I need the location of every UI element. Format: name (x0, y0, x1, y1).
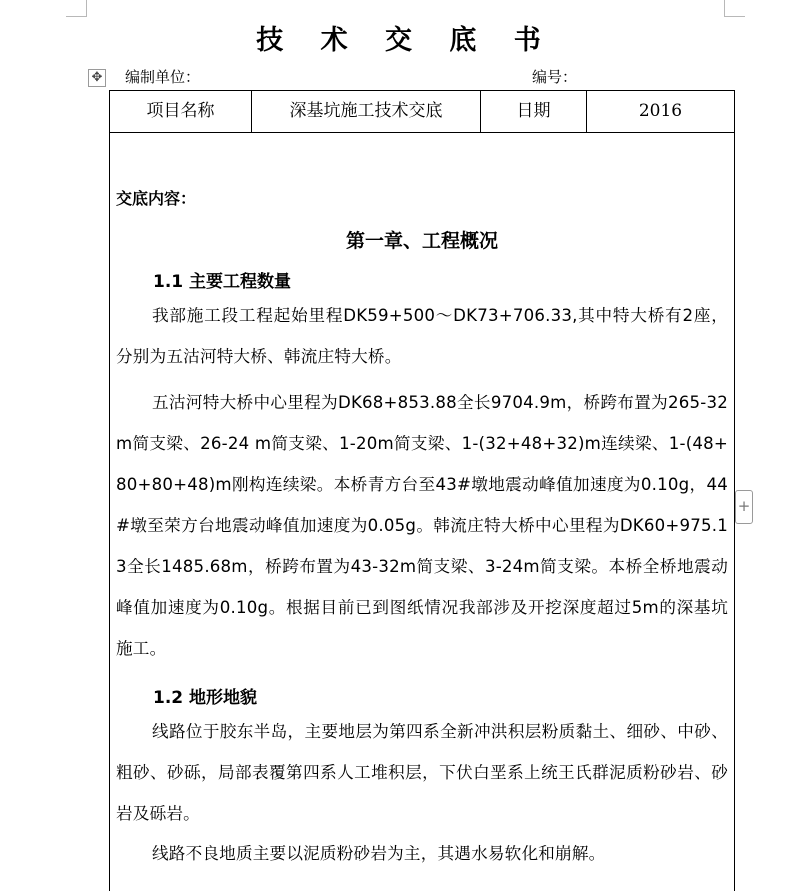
content-label: 交底内容： (116, 189, 197, 208)
project-name-label: 项目名称 (110, 91, 252, 132)
document-title: 技 术 交 底 书 (256, 25, 555, 56)
table-header-row (110, 91, 734, 133)
date-label: 日期 (481, 91, 587, 132)
paragraph-geology: 线路不良地质主要以泥质粉砂岩为主，其遇水易软化和崩解。 (152, 844, 606, 863)
document-number-label: 编号： (532, 68, 578, 86)
date-value: 2016 (638, 101, 683, 121)
project-name-value: 深基坑施工技术交底 (252, 91, 481, 132)
page-corner-marker-left (66, 0, 87, 17)
paragraph-terrain: 线路位于胶东半岛，主要地层为第四系全新冲洪积层粉质黏土、细砂、中砂、粗砂、砂砾，局部表覆第四系人工堆积层，下伏白垩系上统王氏群泥质粉砂岩、砂岩及砾岩。 (116, 722, 728, 823)
add-row-plus-icon[interactable]: + (735, 490, 753, 524)
table-move-handle-icon[interactable]: ✥ (88, 69, 106, 87)
paragraph-bridge-details: 五沽河特大桥中心里程为DK68+853.88全长9704.9m，桥跨布置为265-32m简支梁、26-24 m简支梁、1-20m简支梁、1-(32+48+32)m连续梁、1-(48+80+80+48)m刚构连续梁。本桥青方台至43#墩地震动峰值加速度为0.10g，44#墩至荣方台地震动峰值加速度为0.05g。韩流庄特大桥中心里程为DK60+975.13全长1485.68m，桥跨布置为43-32m简支梁、3-24m简支梁。本桥全桥地震动峰值加速度为0.10g。根据目前已到图纸情况我部涉及开挖深度超过5m的深基坑施工。 (116, 393, 728, 658)
section-heading-1-1: 1.1 主要工程数量 (153, 272, 292, 292)
disclosure-table (109, 90, 735, 891)
compile-unit-label: 编制单位： (125, 68, 201, 86)
page-corner-marker-right (724, 0, 745, 17)
paragraph-start-mileage: 我部施工段工程起始里程DK59+500～DK73+706.33,其中特大桥有2座，分别为五沽河特大桥、韩流庄特大桥。 (116, 306, 728, 366)
chapter-heading: 第一章、工程概况 (345, 230, 498, 252)
section-heading-1-2: 1.2 地形地貌 (153, 688, 258, 708)
